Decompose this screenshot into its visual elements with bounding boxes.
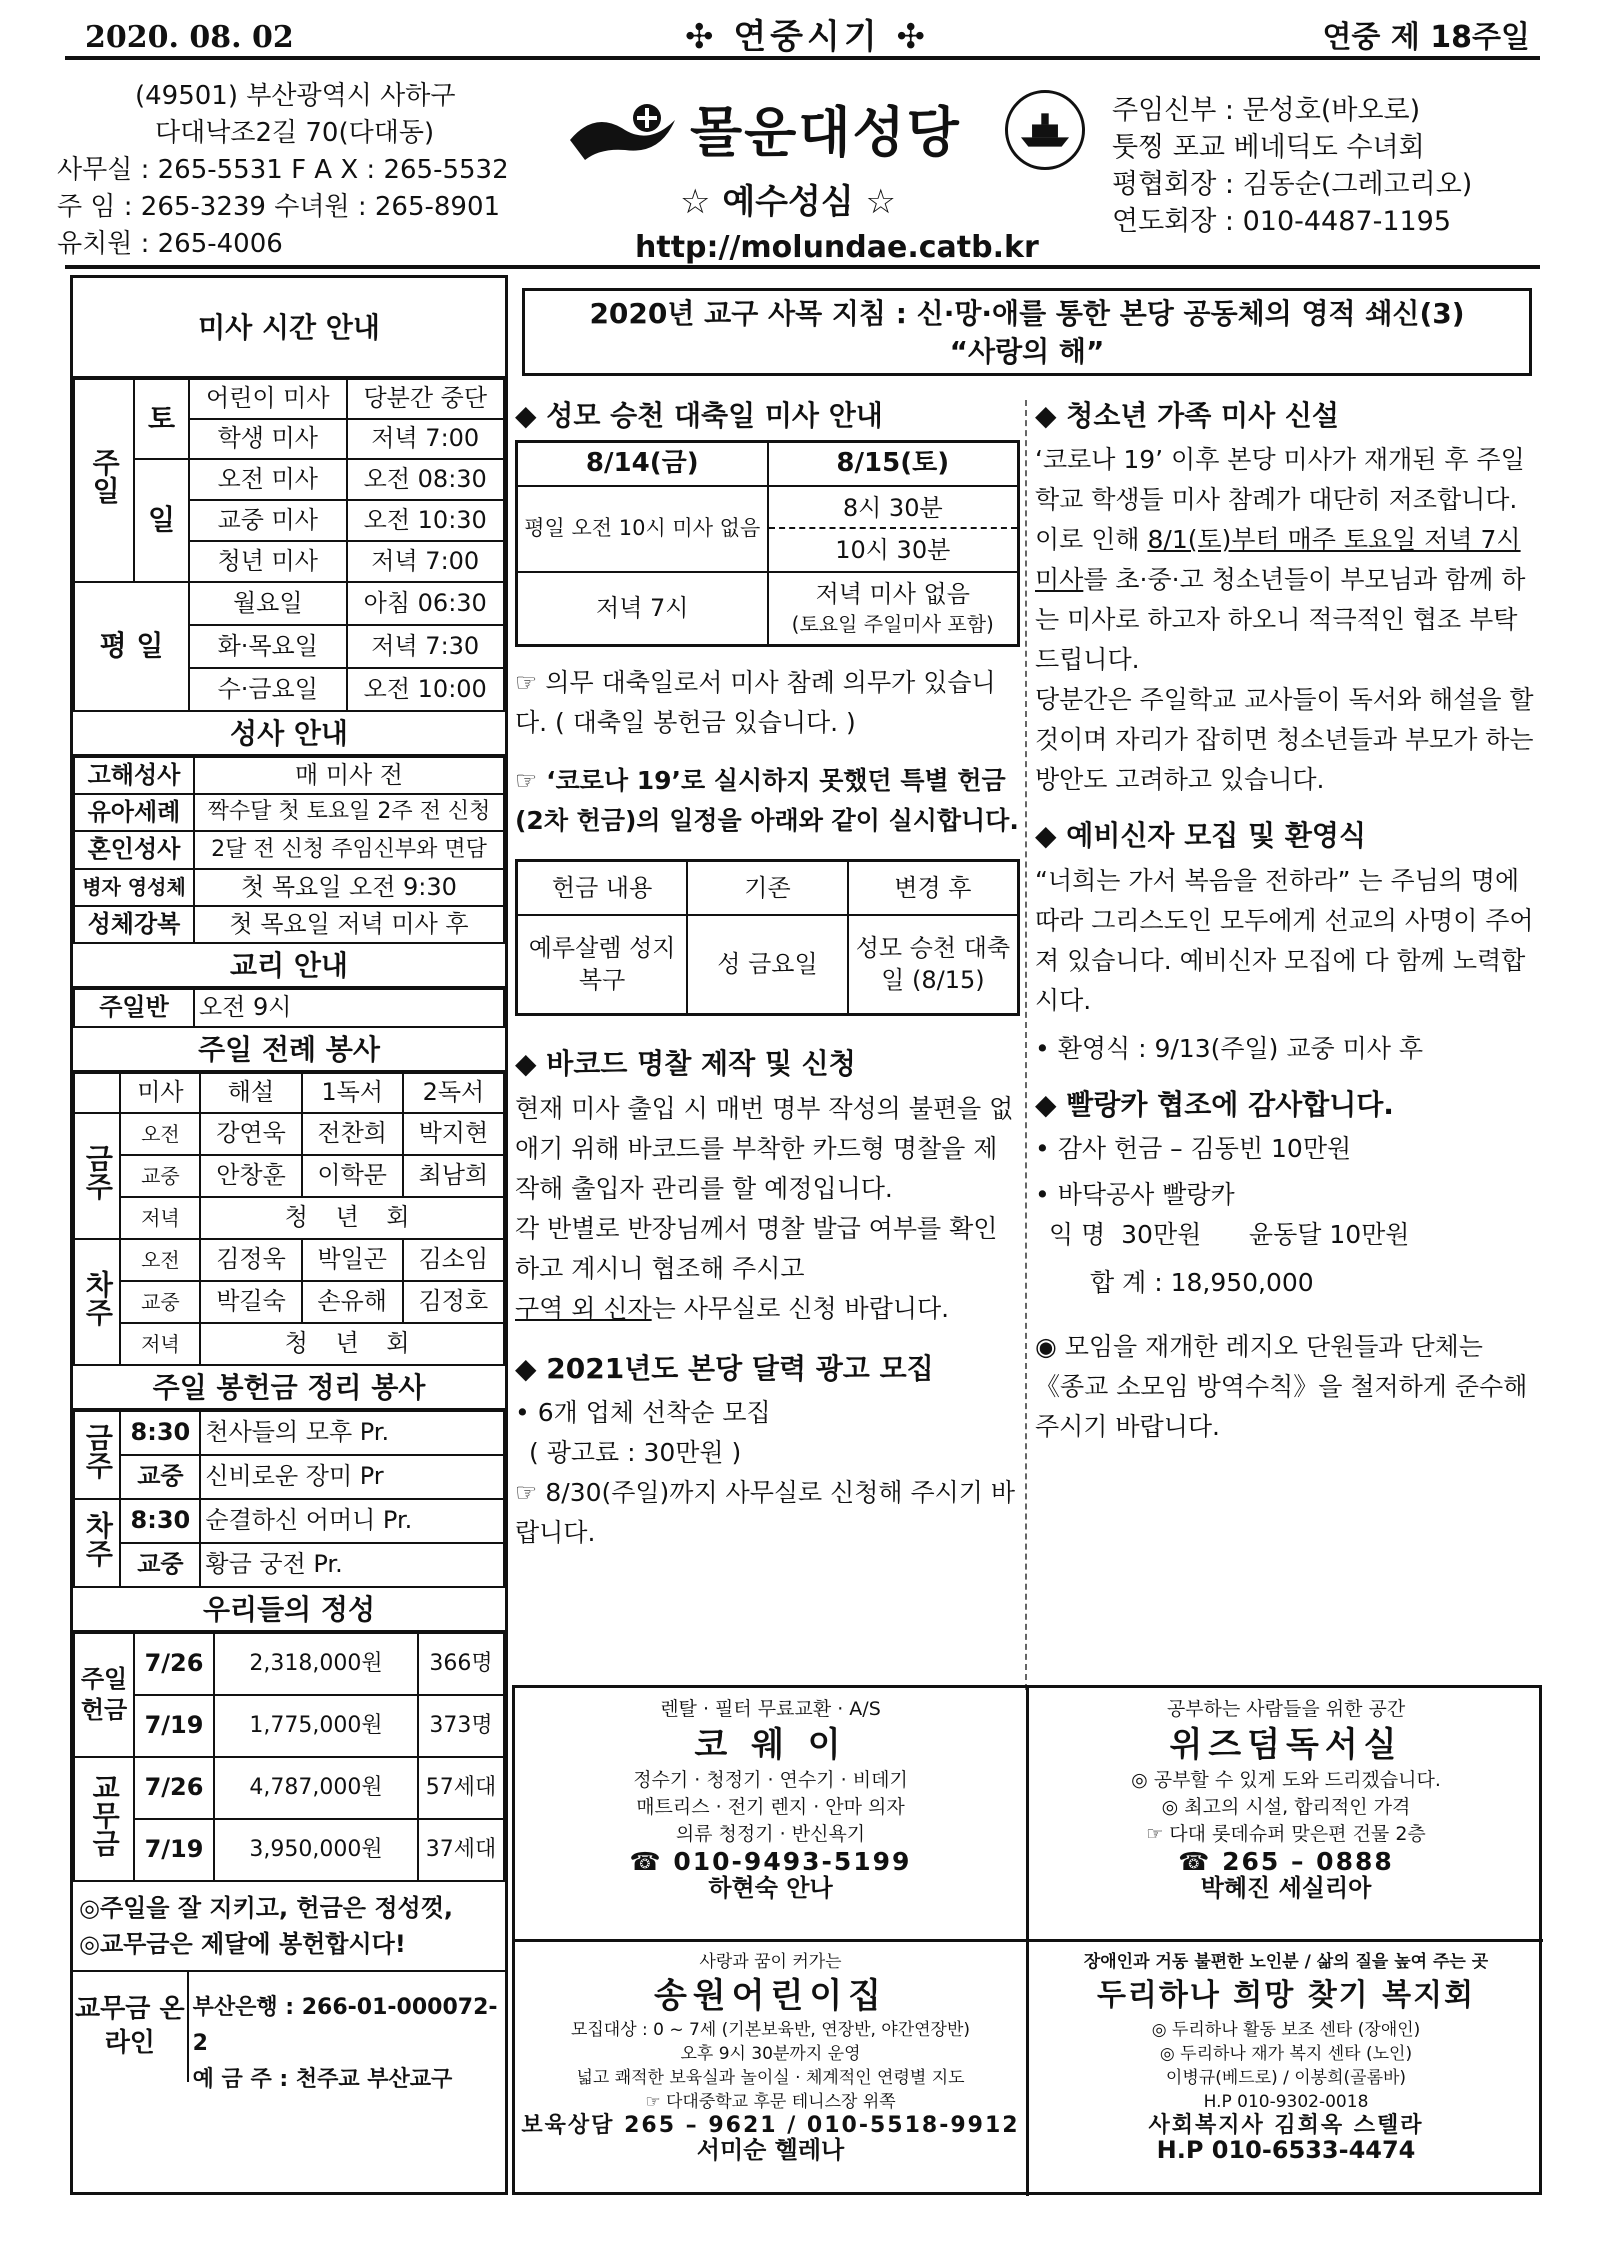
account-holder: 예 금 주 : 천주교 부산교구	[192, 2066, 453, 2092]
guideline-line: 2020년 교구 사목 지침 : 신·망·애를 통한 본당 공동체의 영적 쇄신(3)	[589, 297, 1465, 330]
ad-tagline: 렌탈 · 필터 무료교환 · A/S	[660, 1698, 881, 1720]
next-week-label: 차주	[74, 1499, 120, 1587]
ad-line: 오후 9시 30분까지 운영	[680, 2044, 861, 2064]
online-giving	[73, 1972, 505, 2092]
church-name: 몰운대성당	[690, 101, 961, 164]
ad-line: ◎ 공부할 수 있게 도와 드리겠습니다.	[1131, 1769, 1441, 1791]
sacrament-info: 짝수달 첫 토요일 2주 전 신청	[194, 794, 504, 831]
donation-amount: 4,787,000원	[214, 1757, 418, 1819]
sacrament-info: 첫 목요일 오전 9:30	[194, 869, 504, 906]
notice-line: ◎주일을 잘 지키고, 헌금은 정성껏,	[79, 1893, 453, 1922]
donation-count: 37세대	[418, 1819, 504, 1881]
ad-line: ◎ 최고의 시설, 합리적인 가격	[1161, 1796, 1411, 1818]
liturgy-mass: 저녁	[120, 1197, 200, 1239]
contact-line: 유치원 : 265-4006	[57, 229, 283, 259]
offering-mass: 8:30	[120, 1499, 200, 1543]
mass-time: 저녁 7:30	[347, 625, 505, 668]
ad-line: 정수기 · 청정기 · 연수기 · 비데기	[633, 1769, 908, 1791]
donation-amount: 2,318,000원	[214, 1633, 418, 1695]
barcode-text: 각 반별로 반장님께서 명찰 발급 여부를 확인하고 계시니 협조해 주시고	[515, 1213, 998, 1283]
liturgical-week: 연중 제 18주일	[1322, 20, 1530, 55]
staff-line: 평협회장 : 김동순(그레고리오)	[1112, 169, 1473, 200]
liturgy-mass: 교중	[120, 1155, 200, 1197]
mass-name: 오전 미사	[189, 459, 347, 500]
offering-mass: 8:30	[120, 1411, 200, 1455]
mass-note: 평일 오전 10시 미사 없음	[517, 486, 768, 572]
youth-text: 이로 인해	[1035, 525, 1148, 555]
ad-name: 코 웨 이	[694, 1725, 847, 1765]
mass-name: 화·목요일	[189, 625, 347, 668]
liturgy-mass: 오전	[120, 1113, 200, 1155]
catechumen-text: “너희는 가서 복음을 전하라” 는 주님의 명에 따라 그리스도인 모두에게 선교의 사명이 주어져 있습니다. 예비신자 모집에 다 함께 노력합시다.	[1035, 865, 1534, 1015]
liturgy-person: 박일곤	[302, 1239, 403, 1281]
address-line: 다대낙조2길 70(다대동)	[155, 118, 435, 148]
special-offering-note: ☞ ‘코로나 19’로 실시하지 못했던 특별 헌금 (2차 헌금)의 일정을 아래와 같이 실시합니다.	[515, 766, 1019, 836]
donation-amount: 3,950,000원	[214, 1819, 418, 1881]
assumption-mass-title: ◆ 성모 승천 대축일 미사 안내	[515, 399, 883, 432]
catechism-class: 주일반	[74, 989, 194, 1027]
next-week-label: 차주	[74, 1239, 120, 1365]
donation-count: 57세대	[418, 1757, 504, 1819]
youth-mass-title: ◆ 청소년 가족 미사 신설	[1035, 399, 1339, 432]
ad-line: ◎ 두리하나 활동 보조 센타 (장애인)	[1151, 2020, 1421, 2040]
offering-service-title: 주일 봉헌금 정리 봉사	[73, 1366, 505, 1410]
mass-name: 학생 미사	[189, 419, 347, 459]
liturgy-person: 손유해	[302, 1281, 403, 1323]
ad-line: 매트리스 · 전기 렌지 · 안마 의자	[636, 1796, 905, 1818]
donation-date: 7/19	[134, 1695, 214, 1757]
sacraments-title: 성사 안내	[73, 712, 505, 756]
legio-notice: ◉ 모임을 재개한 레지오 단원들과 단체는 《종교 소모임 방역수칙》을 철저하게 준수해 주시기 바랍니다.	[1035, 1332, 1528, 1442]
sunday-day-label: 일	[134, 459, 189, 582]
column-divider	[1025, 400, 1027, 1690]
offering-mass: 교중	[120, 1455, 200, 1499]
offering-group: 천사들의 모후 Pr.	[200, 1411, 504, 1455]
saturday-label: 토	[134, 379, 189, 459]
sunday-offering-label: 주일헌금	[74, 1633, 134, 1757]
special-offering-table	[515, 859, 1020, 1016]
notice-line: ◎교무금은 제달에 봉헌합시다!	[79, 1929, 406, 1958]
ad-tagline: 장애인과 거동 불편한 노인분 / 삶의 질을 높여 주는 곳	[1083, 1952, 1489, 1972]
barcode-title: ◆ 바코드 명찰 제작 및 신청	[515, 1047, 856, 1081]
liturgy-person: 최남희	[403, 1155, 504, 1197]
liturgy-group: 청 년 회	[200, 1323, 504, 1365]
staff-line: 툿찡 포교 베네딕도 수녀회	[1112, 132, 1425, 163]
mass-times-table	[73, 378, 505, 712]
ad-tagline: 공부하는 사람들을 위한 공간	[1166, 1698, 1406, 1720]
pastoral-guideline-banner	[522, 288, 1532, 376]
ad-line: ☞ 다대 롯데슈퍼 맞은편 건물 2층	[1146, 1823, 1426, 1845]
ad-phone: 사회복지사 김희옥 스텔라	[1148, 2113, 1424, 2138]
mass-time: 오전 08:30	[347, 459, 505, 500]
offering-service-table	[73, 1410, 505, 1588]
liturgy-mass: 저녁	[120, 1323, 200, 1365]
parish-dues-label: 교무금	[74, 1757, 134, 1881]
header-divider	[65, 265, 1540, 269]
church-address-block	[57, 78, 509, 263]
date-header: 8/14(금)	[517, 442, 768, 486]
offering-group: 황금 궁전 Pr.	[200, 1543, 504, 1587]
liturgy-person: 김정호	[403, 1281, 504, 1323]
ad-tagline: 사랑과 꿈이 커가는	[699, 1952, 842, 1972]
obligation-note: ☞ 의무 대축일로서 미사 참례 의무가 있습니다. ( 대축일 봉헌금 있습니다. )	[515, 668, 996, 738]
ad-daycare	[515, 1942, 1029, 2196]
donation-count: 373명	[418, 1695, 504, 1757]
thanks-item: • 바닥공사 빨랑카	[1035, 1180, 1235, 1210]
ad-contact: 서미순 헬레나	[696, 2136, 845, 2164]
liturgy-person: 전찬희	[302, 1113, 403, 1155]
ad-coway	[515, 1688, 1029, 1942]
offering-header: 기존	[687, 861, 848, 915]
liturgy-person: 김소임	[403, 1239, 504, 1281]
mass-time: 저녁 7:00	[347, 419, 505, 459]
offering-before: 성 금요일	[687, 915, 848, 1015]
donation-amount: 1,775,000원	[214, 1695, 418, 1757]
liturgy-mass: 교중	[120, 1281, 200, 1323]
this-week-label: 금주	[74, 1113, 120, 1239]
sacraments-table	[73, 756, 505, 944]
thanks-title: ◆ 빨랑카 협조에 감사합니다.	[1035, 1087, 1394, 1121]
barcode-text: 는 사무실로 신청 바랍니다.	[651, 1293, 950, 1323]
ad-contact: H.P 010-6533-4474	[1156, 2136, 1416, 2164]
staff-line: 주임신부 : 문성호(바오로)	[1112, 95, 1421, 126]
offering-group: 신비로운 장미 Pr	[200, 1455, 504, 1499]
liturgy-header: 해설	[200, 1073, 301, 1113]
ad-line: H.P 010-9302-0018	[1203, 2092, 1369, 2112]
church-logo-block	[565, 80, 1065, 265]
ad-contact: 하현숙 안나	[708, 1874, 833, 1902]
donation-count: 366명	[418, 1633, 504, 1695]
youth-highlight: 8/1(토)부터 매주 토요일 저녁 7시 미사	[1035, 525, 1521, 595]
sacrament-info: 2달 전 신청 주임신부와 면담	[194, 831, 504, 868]
sacrament-info: 첫 목요일 저녁 미사 후	[194, 906, 504, 943]
mass-time: 저녁 7시	[517, 572, 768, 646]
offering-content: 예루살렘 성지 복구	[517, 915, 688, 1015]
donation-date: 7/26	[134, 1633, 214, 1695]
calendar-item: ( 광고료 : 30만원 )	[529, 1438, 742, 1468]
bank-account: 부산은행 : 266-01-000072-2	[192, 1994, 498, 2056]
liturgy-mass: 오전	[120, 1239, 200, 1281]
catechumen-title: ◆ 예비신자 모집 및 환영식	[1035, 819, 1367, 853]
mass-name: 청년 미사	[189, 541, 347, 582]
ad-phone: 보육상담 265 – 9621 / 010-5518-9912	[521, 2113, 1020, 2138]
catechumen-item: • 환영식 : 9/13(주일) 교중 미사 후	[1035, 1033, 1423, 1063]
parish-staff-block	[1112, 92, 1472, 240]
sacrament-name: 유아세례	[74, 794, 194, 831]
sacrament-info: 매 미사 전	[194, 757, 504, 794]
barcode-text: 현재 미사 출입 시 매번 명부 작성의 불편을 없애기 위해 바코드를 부착한 카드형 명찰을 제작해 출입자 관리를 할 예정입니다.	[515, 1093, 1014, 1203]
liturgy-service-table	[73, 1072, 505, 1366]
mass-name: 교중 미사	[189, 500, 347, 541]
offering-header: 헌금 내용	[517, 861, 688, 915]
ad-line: 이병규(베드로) / 이봉희(골롬바)	[1165, 2068, 1407, 2088]
liturgy-person: 안창훈	[200, 1155, 301, 1197]
weekday-label: 평 일	[74, 582, 189, 711]
ad-contact: 박혜진 세실리아	[1200, 1874, 1372, 1902]
calendar-item: • 6개 업체 선착순 모집	[515, 1398, 771, 1428]
guideline-theme: “사랑의 해”	[949, 335, 1105, 368]
advertisements	[512, 1685, 1542, 2195]
address-line: (49501) 부산광역시 사하구	[135, 81, 456, 111]
contact-line: 주 임 : 265-3239 수녀원 : 265-8901	[57, 192, 501, 222]
youth-text: 를 초·중·고 청소년들이 부모님과 함께 하는 미사로 하고자 하오니 적극적인 협조 부탁드립니다.	[1035, 565, 1526, 675]
offering-notice	[73, 1882, 505, 1972]
sunday-label: 주일	[74, 379, 134, 582]
mass-note: 저녁 미사 없음	[815, 579, 970, 608]
issue-date: 2020. 08. 02	[85, 20, 294, 55]
liturgy-person: 박길숙	[200, 1281, 301, 1323]
ad-name: 두리하나 희망 찾기 복지회	[1096, 1978, 1476, 2013]
header-bar	[65, 10, 1540, 60]
liturgy-person: 강연욱	[200, 1113, 301, 1155]
ad-line: 의류 청정기 · 반신욕기	[675, 1823, 866, 1845]
thanks-item: 익 명 30만원 윤동달 10만원	[1049, 1220, 1410, 1250]
ad-phone: ☎ 010-9493-5199	[629, 1847, 912, 1876]
mass-time: 저녁 7:00	[347, 541, 505, 582]
offering-after: 성모 승천 대축일 (8/15)	[848, 915, 1019, 1015]
ship-emblem-icon	[1005, 90, 1085, 170]
thanks-item: • 감사 헌금 – 김동빈 10만원	[1035, 1134, 1352, 1164]
mass-time: 10시 30분	[835, 535, 951, 564]
parish-website-link[interactable]: http://molundae.catb.kr	[635, 230, 1039, 265]
ad-line: 넓고 쾌적한 보육실과 놀이실 · 체계적인 연령별 지도	[576, 2068, 965, 2088]
liturgy-person: 김정욱	[200, 1239, 301, 1281]
ad-name: 송원어린이집	[653, 1976, 888, 2016]
calendar-item: ☞ 8/30(주일)까지 사무실로 신청해 주시기 바랍니다.	[515, 1478, 1016, 1548]
mass-name: 어린이 미사	[189, 379, 347, 419]
this-week-label: 금주	[74, 1411, 120, 1499]
assumption-mass-table	[515, 440, 1020, 647]
catechism-table	[73, 988, 505, 1028]
offering-group: 순결하신 어머니 Pr.	[200, 1499, 504, 1543]
liturgy-header: 미사	[120, 1073, 200, 1113]
offering-mass: 교중	[120, 1543, 200, 1587]
donation-date: 7/26	[134, 1757, 214, 1819]
liturgy-person: 박지현	[403, 1113, 504, 1155]
donation-table	[73, 1632, 505, 1882]
calendar-ad-title: ◆ 2021년도 본당 달력 광고 모집	[515, 1351, 934, 1385]
thanks-total: 합 계 : 18,950,000	[1090, 1268, 1314, 1298]
mass-name: 수·금요일	[189, 668, 347, 711]
ad-welfare-center	[1029, 1942, 1543, 2196]
ad-phone: ☎ 265 – 0888	[1178, 1847, 1394, 1876]
liturgy-header: 1독서	[302, 1073, 403, 1113]
parish-motto: ☆ 예수성심 ☆	[680, 182, 897, 222]
liturgy-service-title: 주일 전례 봉사	[73, 1028, 505, 1072]
ad-line: 모집대상 : 0 ~ 7세 (기본보육반, 연장반, 야간연장반)	[570, 2020, 971, 2040]
mass-time: 8시 30분	[769, 487, 1018, 529]
online-label: 교무금 온라인	[73, 1972, 189, 2082]
youth-text: ‘코로나 19’ 이후 본당 미사가 재개된 후 주일학교 학생들 미사 참례가 대단히 저조합니다.	[1035, 445, 1525, 515]
mass-note: (토요일 주일미사 포함)	[791, 611, 994, 636]
donation-title: 우리들의 정성	[73, 1588, 505, 1632]
ad-line: ◎ 두리하나 재가 복지 센타 (노인)	[1159, 2044, 1413, 2064]
church-logo-icon	[565, 100, 685, 170]
liturgy-group: 청 년 회	[200, 1197, 504, 1239]
mass-name: 월요일	[189, 582, 347, 625]
mass-time: 오전 10:30	[347, 500, 505, 541]
catechism-title: 교리 안내	[73, 944, 505, 988]
barcode-highlight: 구역 외 신자	[515, 1293, 652, 1323]
sacrament-name: 성체강복	[74, 906, 194, 943]
ad-line: ☞ 다대중학교 후문 테니스장 위쪽	[645, 2092, 896, 2112]
ad-study-room	[1029, 1688, 1543, 1942]
liturgy-person: 이학문	[302, 1155, 403, 1197]
sacrament-name: 혼인성사	[74, 831, 194, 868]
catechism-time: 오전 9시	[194, 989, 504, 1027]
youth-text: 당분간은 주일학교 교사들이 독서와 해설을 할 것이며 자리가 잡히면 청소년들과 부모가 하는 방안도 고려하고 있습니다.	[1035, 685, 1534, 795]
mass-times-title: 미사 시간 안내	[73, 278, 505, 378]
mass-time: 오전 10:00	[347, 668, 505, 711]
right-column	[1035, 398, 1540, 1447]
liturgy-header: 2독서	[403, 1073, 504, 1113]
left-sidebar	[70, 275, 508, 2195]
sacrament-name: 병자 영성체	[74, 869, 194, 906]
donation-date: 7/19	[134, 1819, 214, 1881]
contact-line: 사무실 : 265-5531 F A X : 265-5532	[57, 155, 509, 185]
offering-header: 변경 후	[848, 861, 1019, 915]
sacrament-name: 고해성사	[74, 757, 194, 794]
mass-time: 당분간 중단	[347, 379, 505, 419]
mass-time: 아침 06:30	[347, 582, 505, 625]
middle-column	[515, 398, 1020, 1553]
liturgical-season: ✣ 연중시기 ✣	[685, 17, 930, 57]
staff-line: 연도회장 : 010-4487-1195	[1112, 206, 1452, 237]
ad-name: 위즈덤독서실	[1169, 1725, 1403, 1765]
date-header: 8/15(토)	[768, 442, 1019, 486]
